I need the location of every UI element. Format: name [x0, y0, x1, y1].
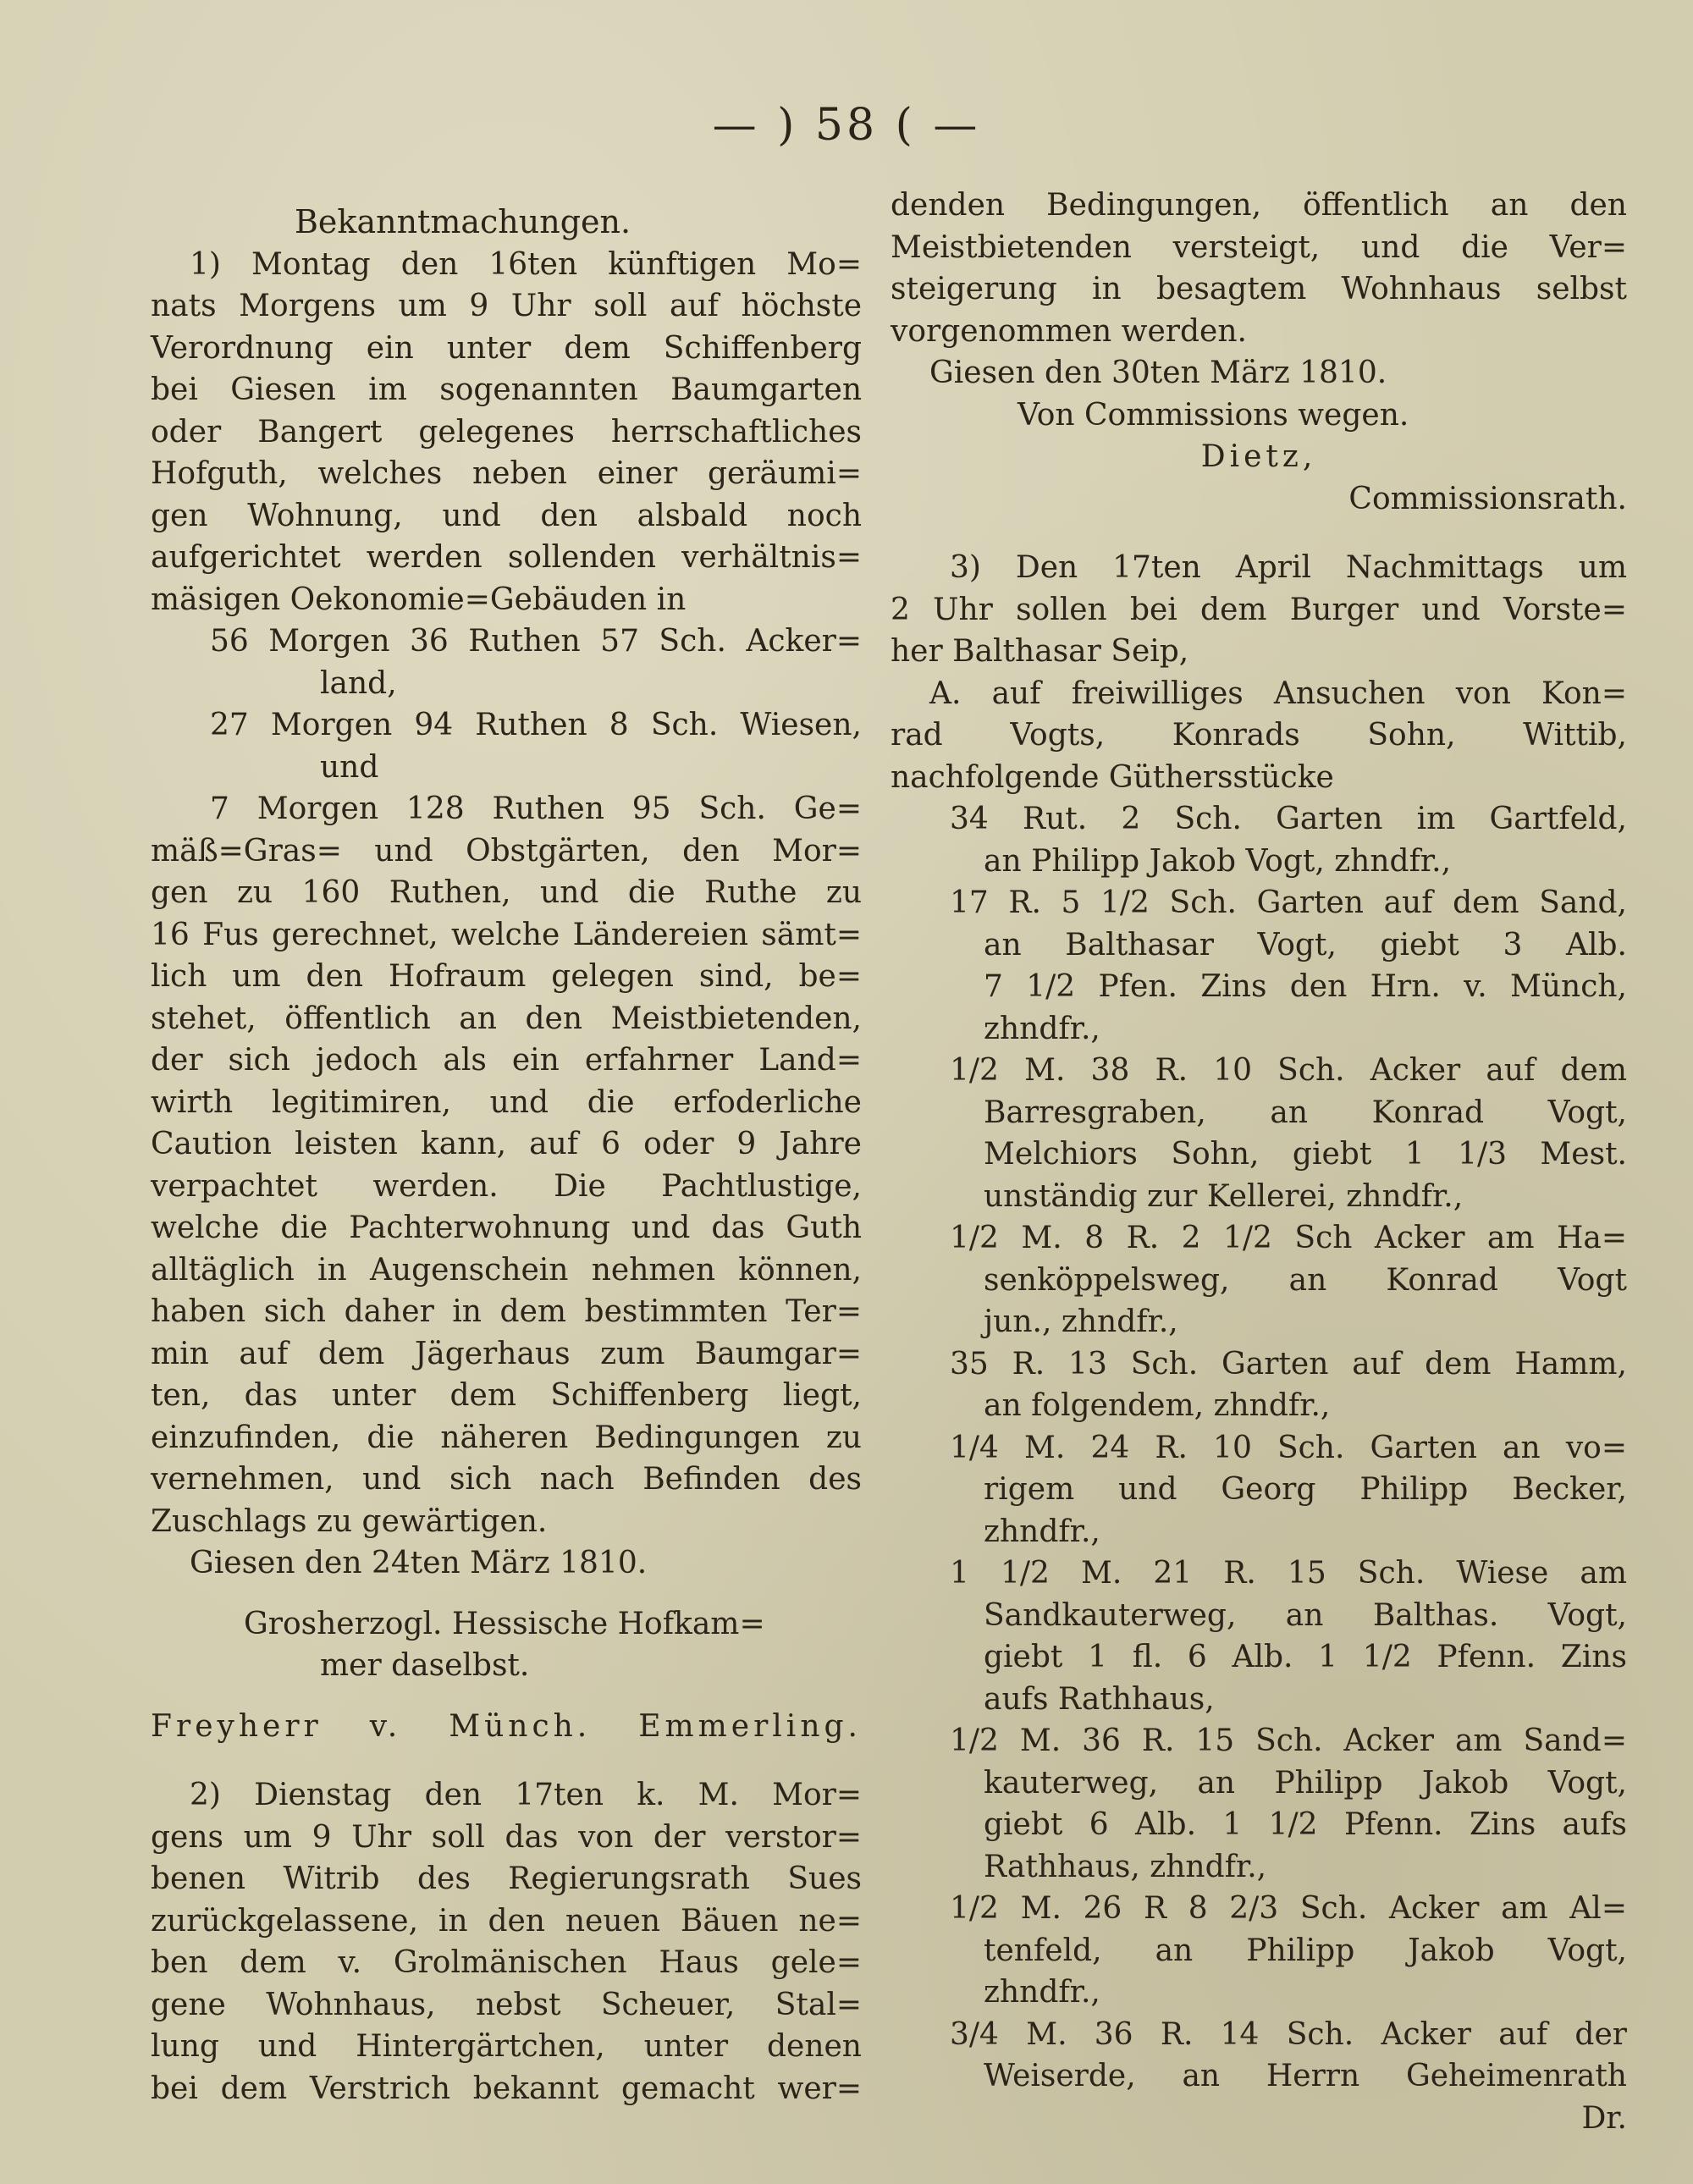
- text-line: Zuschlags zu gewärtigen.: [151, 1503, 548, 1539]
- text-line: mäsigen Oekonomie=Gebäuden in: [151, 582, 687, 617]
- text-line: 27 Morgen 94 Ruthen 8 Sch. Wiesen,: [210, 708, 862, 742]
- text-line: unständig zur Kellerei, zhndfr.,: [984, 1178, 1464, 1214]
- text-line: Rathhaus, zhndfr.,: [984, 1849, 1267, 1884]
- text-line: Dr.: [1581, 2100, 1627, 2136]
- text-line: Caution leisten kann, auf 6 oder 9 Jahre: [151, 1127, 862, 1161]
- text-line: Weiserde, an Herrn Geheimenrath: [984, 2059, 1627, 2093]
- text-line: 1/2 M. 8 R. 2 1/2 Sch Acker am Ha=: [950, 1221, 1627, 1255]
- text-line: 2) Dienstag den 17ten k. M. Mor=: [190, 1778, 862, 1812]
- text-line: bei dem Verstrich bekannt gemacht wer=: [151, 2071, 862, 2106]
- text-line: vernehmen, und sich nach Befinden des: [151, 1462, 862, 1497]
- text-line: 17 R. 5 1/2 Sch. Garten auf dem Sand,: [950, 885, 1627, 920]
- text-line: der sich jedoch als ein erfahrner Land=: [151, 1043, 862, 1078]
- text-line: gens um 9 Uhr soll das von der verstor=: [151, 1819, 862, 1855]
- text-line: an Balthasar Vogt, giebt 3 Alb.: [984, 927, 1627, 962]
- text-line: rigem und Georg Philipp Becker,: [984, 1472, 1627, 1507]
- text-line: lich um den Hofraum gelegen sind, be=: [151, 959, 862, 994]
- text-line: zhndfr.,: [984, 1011, 1100, 1046]
- text-line: welche die Pachterwohnung und das Guth: [151, 1211, 862, 1245]
- text-line: min auf dem Jägerhaus zum Baumgar=: [151, 1336, 862, 1371]
- text-line: oder Bangert gelegenes herrschaftliches: [151, 414, 862, 449]
- text-line: lung und Hintergärtchen, unter denen: [151, 2029, 862, 2064]
- text-line: 2 Uhr sollen bei dem Burger und Vorste=: [891, 592, 1627, 627]
- text-line: Bekanntmachungen.: [295, 203, 631, 240]
- text-line: ten, das unter dem Schiffenberg liegt,: [151, 1378, 862, 1413]
- text-line: 1) Montag den 16ten künftigen Mo=: [190, 246, 862, 282]
- text-line: wirth legitimiren, und die erfoderliche: [151, 1084, 862, 1120]
- text-line: Von Commissions wegen.: [1017, 397, 1409, 433]
- text-line: vorgenommen werden.: [891, 313, 1247, 349]
- paragraph-gap: [151, 1585, 862, 1603]
- text-line: steigerung in besagtem Wohnhaus selbst: [891, 272, 1627, 306]
- text-line: giebt 1 fl. 6 Alb. 1 1/2 Pfenn. Zins: [984, 1640, 1627, 1674]
- text-line: jun., zhndfr.,: [984, 1304, 1178, 1339]
- text-line: gen Wohnung, und den alsbald noch: [151, 498, 862, 533]
- text-line: tenfeld, an Philipp Jakob Vogt,: [984, 1933, 1627, 1968]
- text-line: A. auf freiwilliges Ansuchen von Kon=: [929, 676, 1627, 711]
- text-line: her Balthasar Seip,: [891, 634, 1189, 669]
- paragraph-gap: [891, 520, 1627, 547]
- text-line: Sandkauterweg, an Balthas. Vogt,: [984, 1597, 1627, 1633]
- text-line: 1/2 M. 36 R. 15 Sch. Acker am Sand=: [950, 1723, 1627, 1758]
- text-line: einzufinden, die näheren Bedingungen zu: [151, 1420, 862, 1455]
- text-line: Barresgraben, an Konrad Vogt,: [984, 1095, 1627, 1130]
- text-line: 1/2 M. 26 R 8 2/3 Sch. Acker am Al=: [950, 1891, 1627, 1926]
- text-line: 7 1/2 Pfen. Zins den Hrn. v. Münch,: [984, 969, 1627, 1004]
- text-line: nachfolgende Güthersstücke: [891, 759, 1334, 795]
- text-line: senköppelsweg, an Konrad Vogt: [984, 1262, 1627, 1298]
- text-line: Commissionsrath.: [1348, 481, 1627, 516]
- text-line: aufgerichtet werden sollenden verhältnis=: [151, 540, 862, 575]
- text-line: benen Witrib des Regierungsrath Sues: [151, 1861, 862, 1896]
- text-line: 34 Rut. 2 Sch. Garten im Gartfeld,: [950, 802, 1627, 836]
- text-line: stehet, öffentlich an den Meistbietenden,: [151, 1001, 862, 1036]
- text-line: 35 R. 13 Sch. Garten auf dem Hamm,: [950, 1346, 1627, 1382]
- text-line: gene Wohnhaus, nebst Scheuer, Stal=: [151, 1987, 862, 2022]
- text-line: Hofguth, welches neben einer geräumi=: [151, 456, 862, 491]
- text-line: 1 1/2 M. 21 R. 15 Sch. Wiese am: [950, 1556, 1627, 1591]
- page-number-header: — ) 58 ( —: [712, 100, 981, 151]
- text-line: 3) Den 17ten April Nachmittags um: [950, 550, 1627, 585]
- paragraph-gap: [151, 1747, 862, 1774]
- text-line: an Philipp Jakob Vogt, zhndfr.,: [984, 843, 1452, 879]
- text-line: zhndfr.,: [984, 1975, 1100, 2010]
- left-column: [151, 201, 862, 2110]
- text-line: ben dem v. Grolmänischen Haus gele=: [151, 1945, 862, 1980]
- text-line: mer daselbst.: [320, 1648, 530, 1683]
- text-line: aufs Rathhaus,: [984, 1681, 1215, 1717]
- paragraph-gap: [151, 1687, 862, 1706]
- text-line: Melchiors Sohn, giebt 1 1/3 Mest.: [984, 1137, 1627, 1172]
- text-line: zurückgelassene, in den neuen Bäuen ne=: [151, 1903, 862, 1939]
- text-line: Meistbietenden versteigt, und die Ver=: [891, 229, 1627, 265]
- text-line: 1/2 M. 38 R. 10 Sch. Acker auf dem: [950, 1053, 1627, 1088]
- text-line: Dietz,: [1200, 439, 1317, 474]
- text-line: zhndfr.,: [984, 1514, 1100, 1549]
- text-line: giebt 6 Alb. 1 1/2 Pfenn. Zins aufs: [984, 1807, 1627, 1842]
- text-line: Freyherr v. Münch. Emmerling.: [151, 1708, 862, 1744]
- text-line: land,: [320, 665, 397, 701]
- text-line: Grosherzogl. Hessische Hofkam=: [244, 1606, 765, 1641]
- text-line: denden Bedingungen, öffentlich an den: [891, 188, 1627, 223]
- text-line: 16 Fus gerechnet, welche Ländereien sämt=: [151, 917, 862, 952]
- right-column: [891, 185, 1627, 2139]
- text-line: 1/4 M. 24 R. 10 Sch. Garten an vo=: [950, 1430, 1627, 1465]
- text-line: an folgendem, zhndfr.,: [984, 1388, 1331, 1423]
- text-line: verpachtet werden. Die Pachtlustige,: [151, 1168, 862, 1204]
- text-line: 3/4 M. 36 R. 14 Sch. Acker auf der: [950, 2016, 1627, 2052]
- text-line: Giesen den 30ten März 1810.: [929, 356, 1387, 390]
- text-line: bei Giesen im sogenannten Baumgarten: [151, 372, 862, 407]
- text-line: und: [320, 749, 379, 785]
- text-line: gen zu 160 Ruthen, und die Ruthe zu: [151, 875, 862, 910]
- text-line: 7 Morgen 128 Ruthen 95 Sch. Ge=: [210, 791, 862, 826]
- text-line: rad Vogts, Konrads Sohn, Wittib,: [891, 718, 1627, 753]
- text-line: mäß=Gras= und Obstgärten, den Mor=: [151, 833, 862, 869]
- text-line: Verordnung ein unter dem Schiffenberg: [151, 330, 862, 366]
- text-line: haben sich daher in dem bestimmten Ter=: [151, 1294, 862, 1329]
- text-line: 56 Morgen 36 Ruthen 57 Sch. Acker=: [210, 624, 862, 659]
- text-line: nats Morgens um 9 Uhr soll auf höchste: [151, 289, 862, 323]
- text-line: alltäglich in Augenschein nehmen können,: [151, 1252, 862, 1288]
- text-line: Giesen den 24ten März 1810.: [190, 1546, 648, 1580]
- text-line: kauterweg, an Philipp Jakob Vogt,: [984, 1765, 1627, 1801]
